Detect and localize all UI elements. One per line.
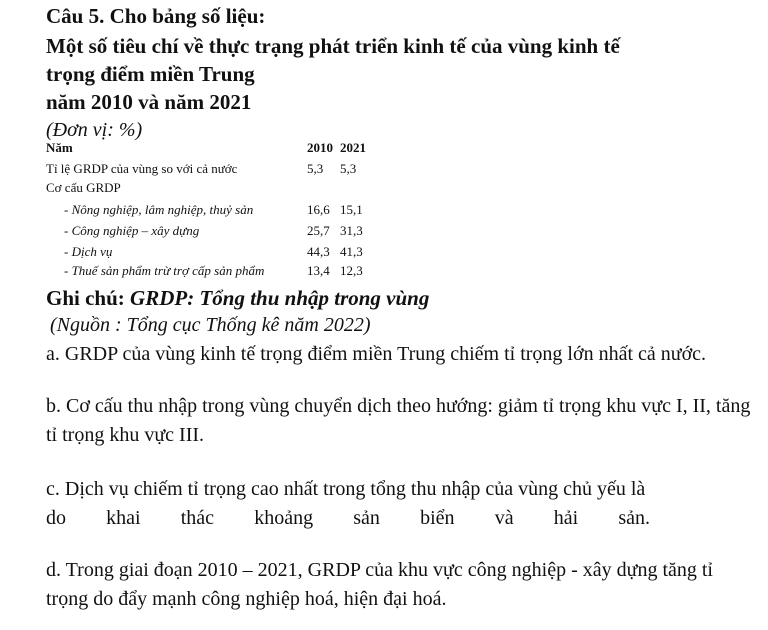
row-label: - Công nghiệp – xây dựng <box>64 223 200 238</box>
header-2021: 2021 <box>340 140 366 155</box>
word: sản. <box>618 507 650 529</box>
statement-c-line-2 <box>46 504 650 533</box>
value-2021: 41,3 <box>340 244 363 259</box>
value-2021: 31,3 <box>340 223 363 238</box>
value-2021: 15,1 <box>340 202 363 217</box>
word: thác <box>180 507 215 529</box>
statement-d: d. Trong giai đoạn 2010 – 2021, GRDP của khu vực công nghiệp - xây dựng tăng tỉ trọng do đẩy mạnh công nghiệp hoá, hiện đại hoá. <box>46 559 713 610</box>
value-2010: 13,4 <box>307 263 330 278</box>
header-year-label: Năm <box>46 140 73 155</box>
word: do <box>46 507 66 529</box>
value-2010: 44,3 <box>307 244 330 259</box>
statement-a: a. GRDP của vùng kinh tế trọng điểm miền Trung chiếm tỉ trọng lớn nhất cả nước. <box>46 343 707 365</box>
word: biển <box>420 507 455 529</box>
unit-label: (Đơn vị: %) <box>46 119 143 141</box>
table-heading-line-1: Một số tiêu chí về thực trạng phát triển kinh tế của vùng kinh tế <box>46 34 620 58</box>
note-text: GRDP: Tổng thu nhập trong vùng <box>130 286 430 310</box>
row-label: - Dịch vụ <box>64 244 113 259</box>
row-label: - Thuế sản phẩm trừ trợ cấp sản phẩm <box>64 263 265 278</box>
question-title: Câu 5. Cho bảng số liệu: <box>46 4 266 28</box>
word: và <box>494 507 514 529</box>
table-heading-line-3: năm 2010 và năm 2021 <box>46 90 252 114</box>
row-label: - Nông nghiệp, lâm nghiệp, thuỷ sản <box>64 202 254 217</box>
value-2010: 16,6 <box>307 202 330 217</box>
note-line <box>46 286 429 311</box>
statement-c-line-1: c. Dịch vụ chiếm tỉ trọng cao nhất trong tổng thu nhập của vùng chủ yếu là <box>46 478 646 500</box>
header-2010: 2010 <box>307 140 333 155</box>
word: hải <box>553 507 579 529</box>
value-2010: 25,7 <box>307 223 330 238</box>
note-prefix: Ghi chú: <box>46 286 131 310</box>
value-2021: 12,3 <box>340 263 363 278</box>
value-2010: 5,3 <box>307 161 324 176</box>
statement-c <box>46 475 754 533</box>
word: khoảng <box>254 507 314 529</box>
source-line: (Nguồn : Tổng cục Thống kê năm 2022) <box>50 314 371 336</box>
word: khai <box>106 507 141 529</box>
row-label: Tỉ lệ GRDP của vùng so với cả nước <box>46 161 238 176</box>
word: sản <box>353 507 380 529</box>
table-heading-line-2: trọng điểm miền Trung <box>46 62 255 86</box>
value-2021: 5,3 <box>340 161 357 176</box>
statement-b: b. Cơ cấu thu nhập trong vùng chuyển dịch theo hướng: giảm tỉ trọng khu vực I, II, tăng tỉ trọng khu vực III. <box>46 395 751 446</box>
row-label: Cơ cấu GRDP <box>46 180 121 195</box>
